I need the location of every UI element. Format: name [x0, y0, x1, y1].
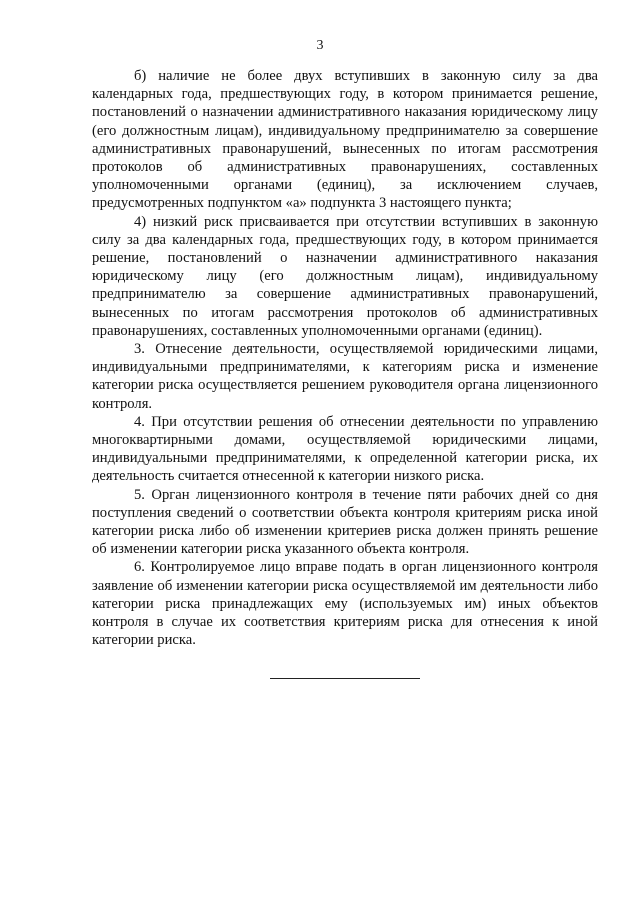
document-body	[92, 67, 598, 650]
paragraph-subitem-b: б) наличие не более двух вступивших в законную силу за два календарных года, предшествующих году, в котором принимается решение, постановлений о назначении административного наказания юридическому лицу (его должностным лицам), индивидуальному предпринимателю за совершение административных правонарушений, вынесенных по итогам рассмотрения протоколов об административных правонарушениях, составленных уполномоченными органами (единиц), за исключением случаев, предусмотренных подпунктом «а» подпункта 3 настоящего пункта;	[92, 68, 598, 212]
page-number: 3	[316, 38, 324, 53]
paragraph-item-4: 4. При отсутствии решения об отнесении деятельности по управлению многоквартирными домами, осуществляемой юридическими лицами, индивидуальными предпринимателями, к определенной категории риска, их деятельность считается отнесенной к категории низкого риска.	[92, 413, 598, 485]
paragraph-item-5: 5. Орган лицензионного контроля в течение пяти рабочих дней со дня поступления сведений о соответствии объекта контроля критериям риска иной категории риска либо об изменении критериев риска должен принять решение об изменении категории риска указанного объекта контроля.	[92, 486, 598, 558]
paragraph-subitem-4: 4) низкий риск присваивается при отсутствии вступивших в законную силу за два календарных года, предшествующих году, в котором принимается решение, постановлений о назначении административного наказания юридическому лицу (его должностным лицам), индивидуальному предпринимателю за совершение административных правонарушений, вынесенных по итогам рассмотрения протоколов об административных правонарушениях, составленных уполномоченными органами (единиц).	[92, 213, 598, 339]
paragraph-item-3: 3. Отнесение деятельности, осуществляемой юридическими лицами, индивидуальными предпринимателями, к категориям риска и изменение категории риска осуществляется решением руководителя органа лицензионного контроля.	[92, 341, 598, 412]
end-separator-line	[270, 678, 420, 679]
paragraph-item-6: 6. Контролируемое лицо вправе подать в орган лицензионного контроля заявление об изменении категории риска осуществляемой им деятельности либо категории риска принадлежащих ему (используемых им) иных объектов контроля в случае их соответствия критериям риска для отнесения к иной категории риска.	[92, 559, 598, 649]
